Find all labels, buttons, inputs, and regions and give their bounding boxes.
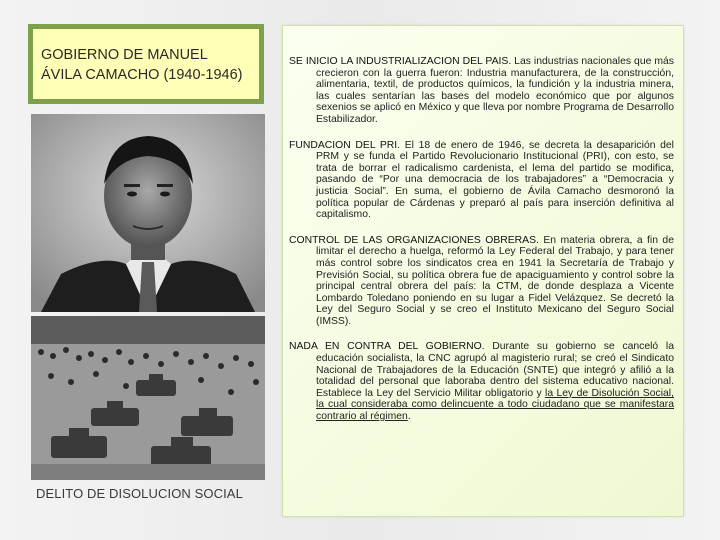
section-industrializacion xyxy=(289,56,674,126)
section-control-obrero xyxy=(289,235,674,328)
section-heading: NADA EN CONTRA DEL GOBIERNO. xyxy=(289,341,485,353)
section-heading: CONTROL DE LAS ORGANIZACIONES OBRERAS. xyxy=(289,234,539,246)
content-panel xyxy=(282,25,684,517)
section-body: En materia obrera, a fin de limitar el derecho a huelga, reformó la Ley Federal del Trabajo, y para tener más control sobre los sindicatos crea en 1941 la Secretaría de Trabajo y Previsión Social, su política obrera fue de apaciguamiento y control sobre la principal central obrera del país: la CTM, de donde desplaza a Vicente Lombardo Toledano poniendo en su lugar a Fidel Velázquez. Se decretó la Ley del Seguro Social y se creo el Instituto Mexicano del Seguro Social (IMSS). xyxy=(316,234,674,327)
section-underlined-text: la Ley de Disolución Social, la cual consideraba como delincuente a todo ciudadano que se manifestara contrario al régimen xyxy=(316,387,674,423)
section-body: Durante su gobierno se canceló la educación socialista, la CNC agrupó al magisterio rural; se creó el Sindicato Nacional de Trabajadores de la Educación (SNTE) que integró y afilió a la totalidad del personal que laboraba dentro del sistema educativo nacional. Establece la Ley del Servicio Militar obligatorio y xyxy=(316,341,674,399)
image-caption: DELITO DE DISOLUCION SOCIAL xyxy=(36,486,243,501)
section-fundacion-pri xyxy=(289,140,674,221)
section-heading: FUNDACION DEL PRI. xyxy=(289,139,401,151)
section-heading: SE INICIO LA INDUSTRIALIZACION DEL PAIS. xyxy=(289,56,512,67)
portrait-illustration xyxy=(31,114,265,312)
title-box xyxy=(28,24,264,104)
portrait-photo xyxy=(31,114,265,312)
section-nada-en-contra xyxy=(289,341,674,422)
crowd-illustration xyxy=(31,316,265,480)
section-body: Las industrias nacionales que más crecieron con la guerra fueron: Industria manufacturera, de la construcción, alimentaria, textil, de productos químicos, la fundición y la industria minera, las cuales sentarían las bases del modelo económico que por algunos sexenios se aplicó en México y que lleva por nombre Programa de Desarrollo Estabilizador. xyxy=(316,56,674,125)
section-tail: . xyxy=(407,411,411,423)
section-body: El 18 de enero de 1946, se decreta la desaparición del PRM y se funda el Partido Revolucionario Institucional (PRI), con esto, se trata de borrar el radicalismo cardenista, el lema del partido se modifica, pasando de “Por una democracia de los trabajadores” a “Democracia y justicia Social”. En suma, el gobierno de Ávila Camacho desmoronó la política popular de Cárdenas y preparó al país para inserción definitiva al capitalismo. xyxy=(316,139,674,221)
slide-title: GOBIERNO DE MANUEL ÁVILA CAMACHO (1940-1946) xyxy=(41,47,243,83)
crowd-tanks-photo xyxy=(31,316,265,480)
